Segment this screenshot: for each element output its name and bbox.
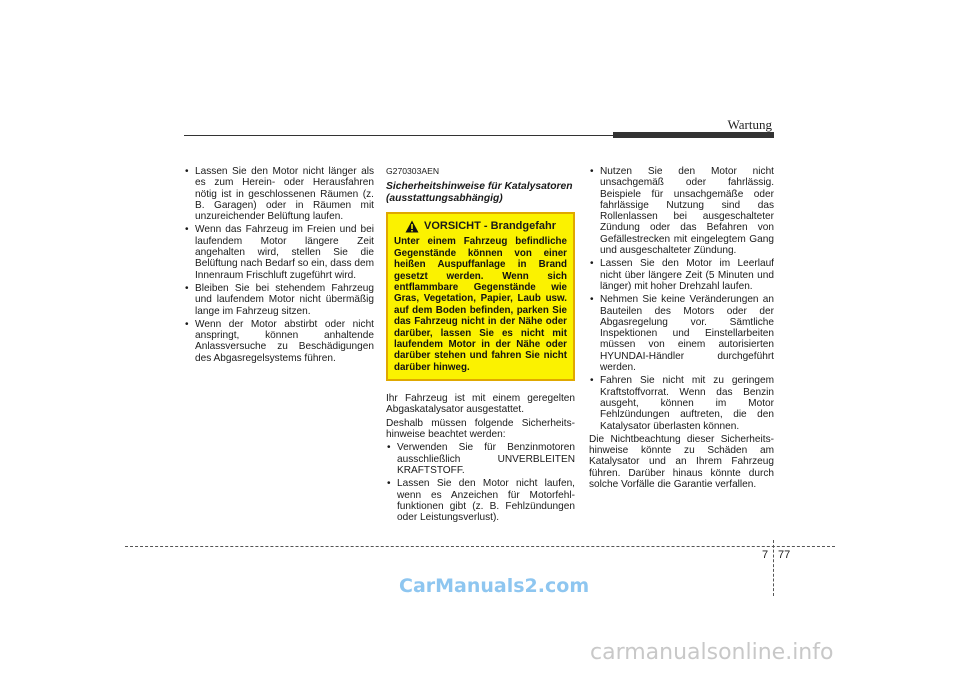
page-number: 77 — [778, 549, 791, 561]
exhaust-safety-list — [184, 166, 374, 364]
engine-usage-list — [589, 166, 774, 432]
list-item: • Wenn das Fahrzeug im Freien und bei laufendem Motor längere Zeit angehalten wird, stellen Sie die Belüftung nach Bedarf so ein, dass dem Innenraum Frischluft zugeführt wird. — [184, 224, 374, 280]
list-item: • Lassen Sie den Motor nicht laufen, wenn es Anzeichen für Motorfehl-funktionen gibt (z. B. Fehlzündungen oder Leistungsverlust). — [386, 478, 575, 523]
page-header-title: Wartung — [727, 117, 772, 132]
watermark-carmanualsonline: carmanualsonline.info — [590, 640, 834, 665]
list-item: • Bleiben Sie bei stehendem Fahrzeug und laufendem Motor nicht übermäßig lange im Fahrzeug sitzen. — [184, 283, 374, 317]
caution-title: VORSICHT - Brandgefahr — [423, 220, 556, 233]
caution-header — [394, 220, 567, 233]
list-item: • Wenn der Motor abstirbt oder nicht anspringt, können anhaltende Anlassversuche zu Beschädigungen des Abgasregelsystems führen. — [184, 319, 374, 364]
footer-divider — [773, 540, 774, 596]
caution-text: Unter einem Fahrzeug befindliche Gegenstände können von einer heißen Auspuffanlage in Brand gesetzt werden. Wenn sich entflammbare Gegenstände wie Gras, Vegetation, Papier, Laub usw. auf dem Boden befinden, parken Sie das Fahrzeug nicht in der Nähe oder darüber, lassen Sie es nicht mit laufendem Motor in der Nähe oder darüber stehen und fahren Sie nicht darüber hinweg. — [394, 236, 567, 373]
footer-rule — [125, 546, 835, 547]
closing-paragraph: Die Nichtbeachtung dieser Sicherheits-hinweise könnte zu Schäden am Katalysator und an Ihrem Fahrzeug führen. Darüber hinaus könnte durch solche Vorfälle die Garantie verfallen. — [589, 433, 774, 491]
column-3 — [589, 166, 774, 492]
list-item: • Verwenden Sie für Benzinmotoren ausschließlich UNVERBLEITEN KRAFTSTOFF. — [386, 442, 575, 476]
list-item: • Nehmen Sie keine Veränderungen an Bauteilen des Motors oder der Abgasregelung vor. Sämtliche Inspektionen und Einstellarbeiten müssen von einem autorisierten HYUNDAI-Händler durchgeführt werden. — [589, 294, 774, 373]
column-2 — [386, 166, 575, 525]
catalyst-safety-list — [386, 442, 575, 523]
list-item: • Lassen Sie den Motor nicht länger als es zum Herein- oder Herausfahren nötig ist in geschlossenen Räumen (z. B. Garagen) oder in Räumen mit unzureichender Belüftung laufen. — [184, 166, 374, 222]
list-item: • Nutzen Sie den Motor nicht unsachgemäß oder fahrlässig. Beispiele für unsachgemäße oder fahrlässige Nutzung sind das Rollenlassen bei ausgeschalteter Zündung oder das Befahren von Gefällestrecken mit eingelegtem Gang und ausgeschalteter Zündung. — [589, 166, 774, 256]
list-item: • Fahren Sie nicht mit zu geringem Kraftstoffvorrat. Wenn das Benzin ausgeht, können im Motor Fehlzündungen auftreten, die den Katalysator überlasten können. — [589, 375, 774, 431]
warning-triangle-icon — [405, 220, 419, 233]
chapter-number: 7 — [762, 549, 769, 561]
section-code: G270303AEN — [386, 166, 440, 176]
caution-box — [386, 212, 575, 381]
paragraph: Ihr Fahrzeug ist mit einem geregelten Abgaskatalysator ausgestattet. — [386, 393, 575, 416]
section-subtitle: Sicherheitshinweise für Katalysatoren (ausstattungsabhängig) — [386, 181, 573, 204]
header-accent-bar — [613, 132, 774, 138]
watermark-carmanuals2: CarManuals2.com — [399, 575, 590, 597]
column-1 — [184, 166, 374, 366]
list-item: • Lassen Sie den Motor im Leerlauf nicht über längere Zeit (5 Minuten und länger) mit hoher Drehzahl laufen. — [589, 258, 774, 292]
paragraph: Deshalb müssen folgende Sicherheits-hinweise beachtet werden: — [386, 417, 575, 441]
